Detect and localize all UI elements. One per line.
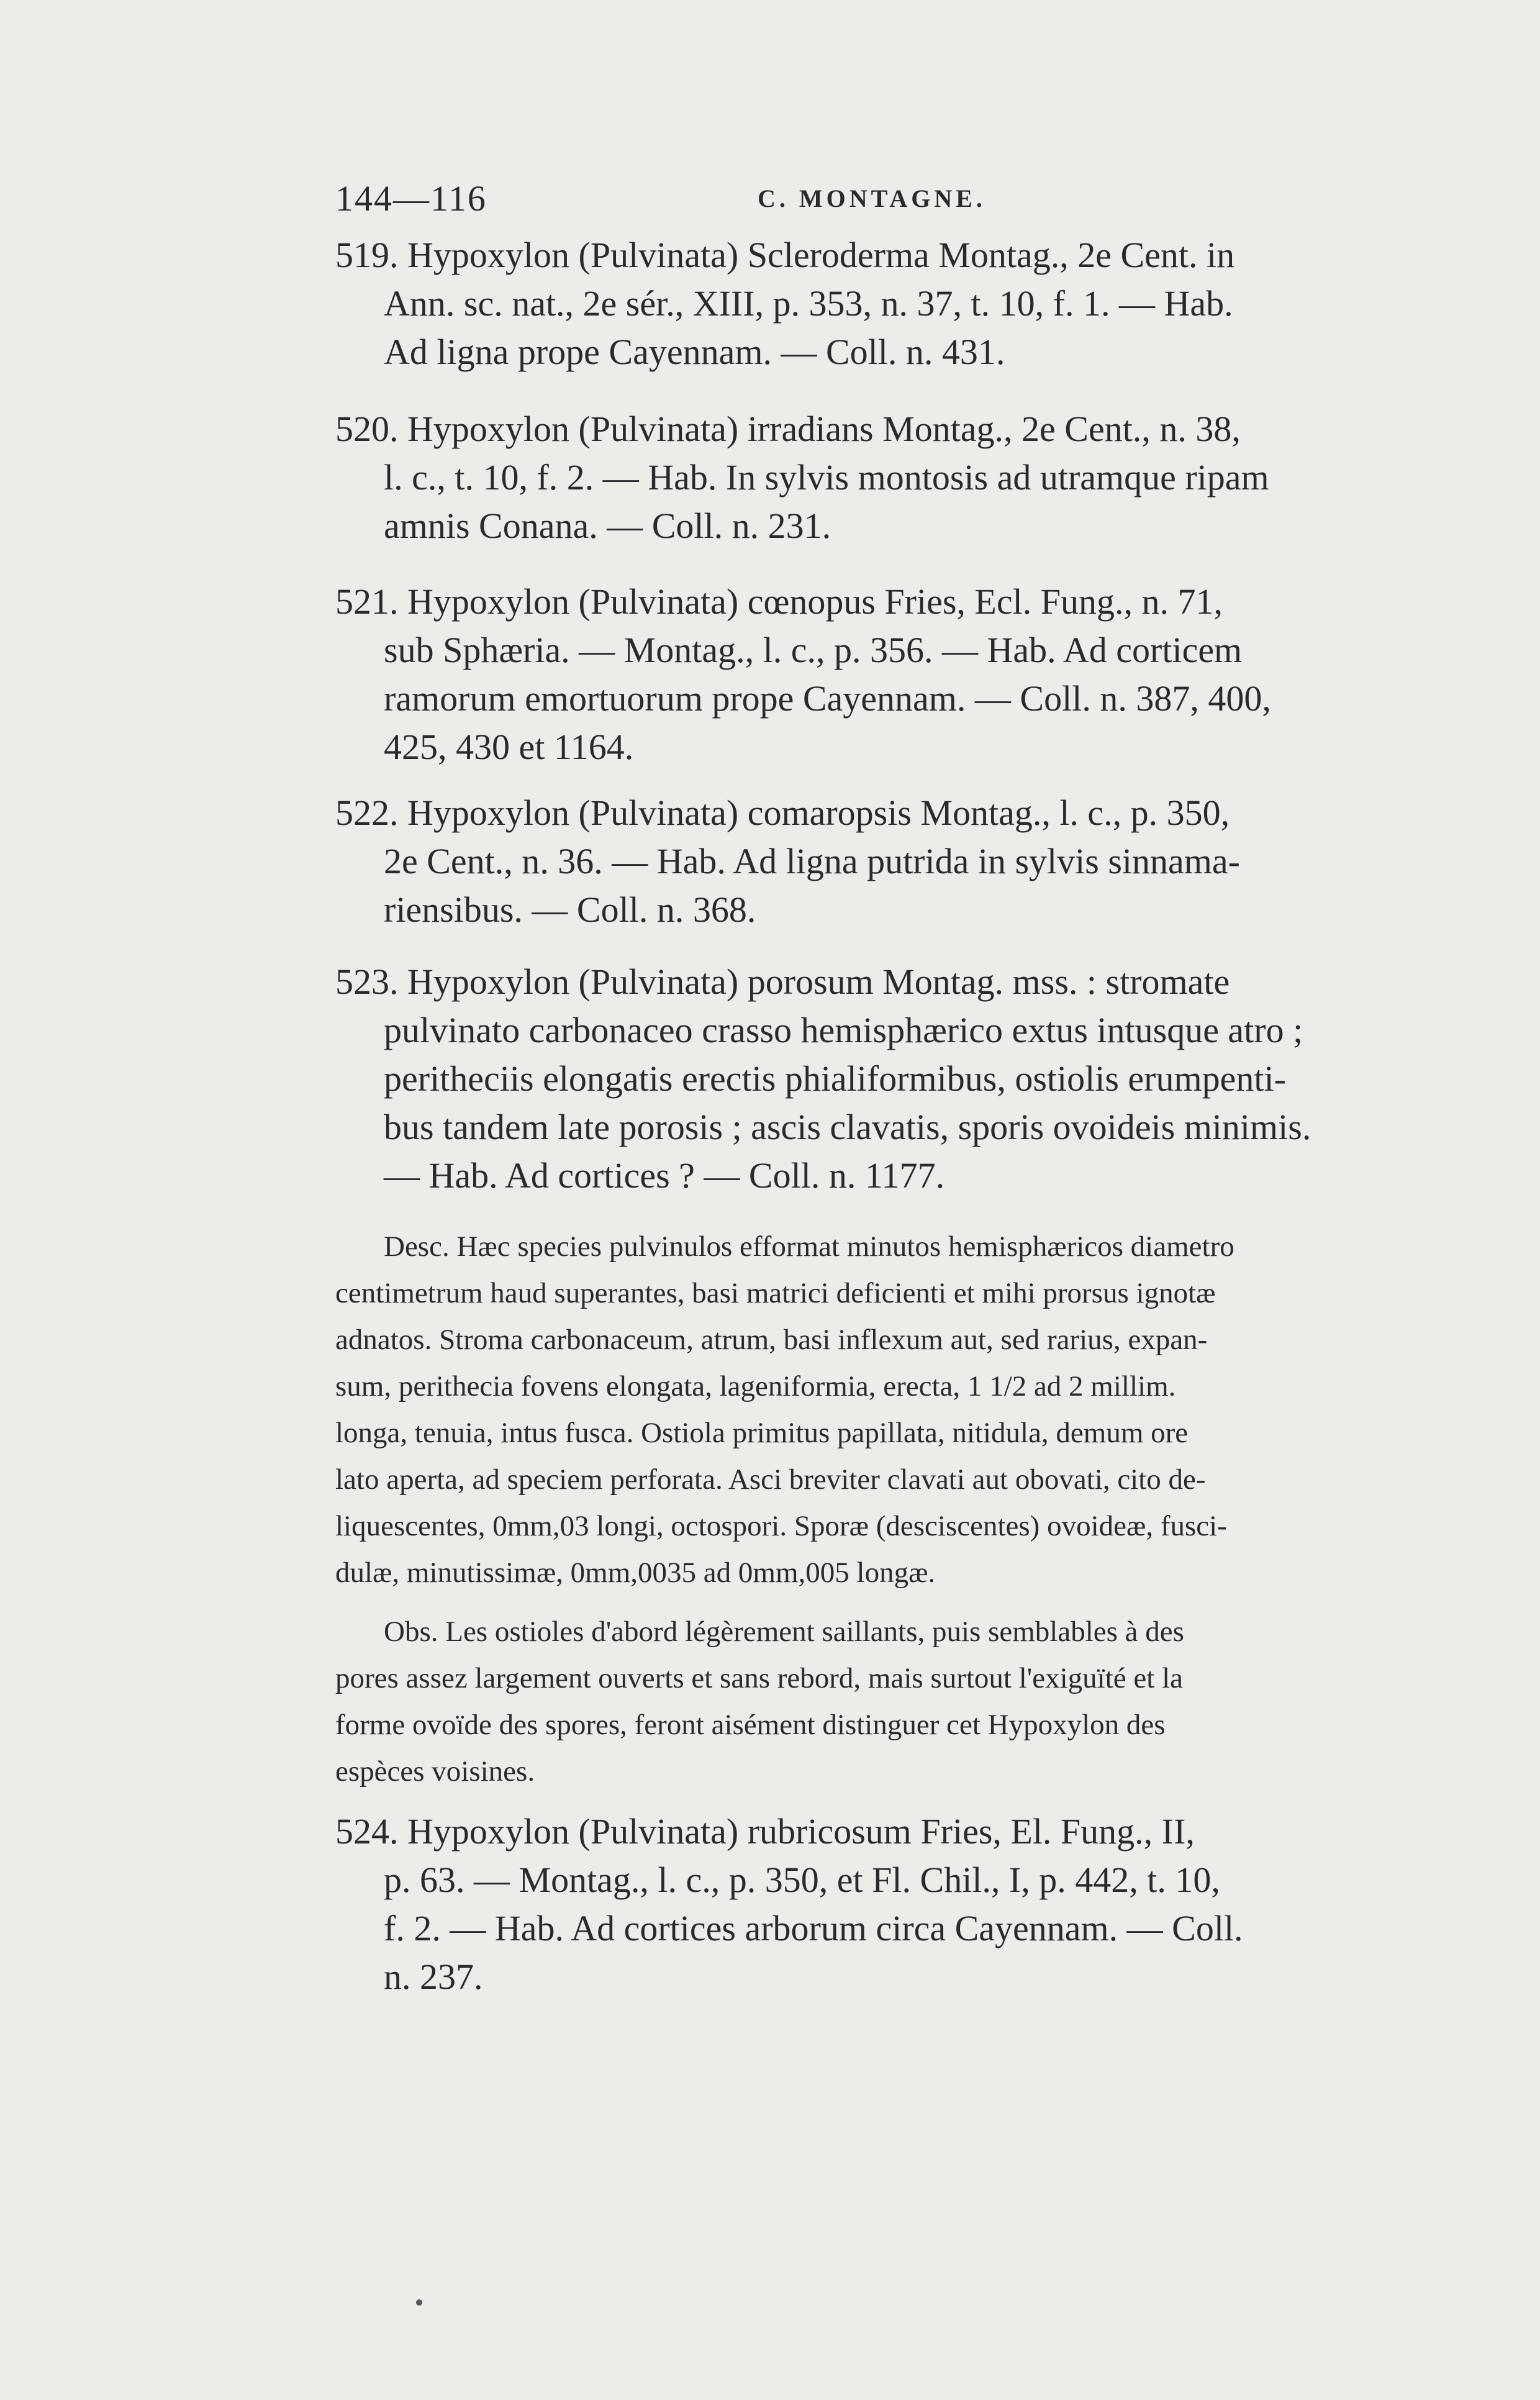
entry-519	[335, 231, 1453, 376]
entry-line: sub Sphæria. — Montag., l. c., p. 356. — Hab. Ad corticem	[384, 630, 1243, 670]
entry-520	[335, 405, 1453, 550]
desc-line: longa, tenuia, intus fusca. Ostiola primitus papillata, nitidula, demum ore	[335, 1417, 1189, 1449]
desc-line: liquescentes, 0mm,03 longi, octospori. Sporæ (desciscentes) ovoideæ, fusci-	[335, 1510, 1227, 1542]
page-header	[335, 178, 1031, 217]
entry-522	[335, 789, 1453, 934]
entry-521	[335, 578, 1453, 771]
entry-line: 425, 430 et 1164.	[384, 727, 634, 767]
entry-line: 520. Hypoxylon (Pulvinata) irradians Montag., 2e Cent., n. 38,	[335, 409, 1241, 449]
entry-line: l. c., t. 10, f. 2. — Hab. In sylvis montosis ad utramque ripam	[384, 457, 1269, 498]
entry-line: 522. Hypoxylon (Pulvinata) comaropsis Montag., l. c., p. 350,	[335, 793, 1230, 833]
page-number: 144—116	[335, 178, 487, 219]
entry-line: bus tandem late porosis ; ascis clavatis, sporis ovoideis minimis.	[384, 1107, 1311, 1147]
desc-line: dulæ, minutissimæ, 0mm,0035 ad 0mm,005 longæ.	[335, 1557, 936, 1589]
running-head: C. MONTAGNE.	[758, 184, 986, 212]
entry-line: n. 237.	[384, 1957, 483, 1997]
observation-paragraph	[335, 1609, 1453, 1795]
entry-524	[335, 1807, 1453, 2001]
desc-line: Desc. Hæc species pulvinulos efformat minutos hemisphæricos diametro	[384, 1230, 1234, 1263]
entry-line: f. 2. — Hab. Ad cortices arborum circa Cayennam. — Coll.	[384, 1908, 1243, 1948]
desc-line: adnatos. Stroma carbonaceum, atrum, basi inflexum aut, sed rarius, expan-	[335, 1324, 1208, 1356]
obs-line: Obs. Les ostioles d'abord légèrement saillants, puis semblables à des	[384, 1616, 1184, 1648]
obs-line: forme ovoïde des spores, feront aisément distinguer cet Hypoxylon des	[335, 1709, 1166, 1741]
entry-523	[335, 958, 1453, 1200]
desc-line: sum, perithecia fovens elongata, lageniformia, erecta, 1 1/2 ad 2 millim.	[335, 1370, 1176, 1402]
entry-line: Ann. sc. nat., 2e sér., XIII, p. 353, n. 37, t. 10, f. 1. — Hab.	[384, 283, 1233, 324]
entry-line: p. 63. — Montag., l. c., p. 350, et Fl. Chil., I, p. 442, t. 10,	[384, 1860, 1220, 1900]
entry-line: 519. Hypoxylon (Pulvinata) Scleroderma Montag., 2e Cent. in	[335, 235, 1235, 275]
entry-line: 2e Cent., n. 36. — Hab. Ad ligna putrida in sylvis sinnama-	[384, 841, 1240, 881]
entry-line: 523. Hypoxylon (Pulvinata) porosum Montag. mss. : stromate	[335, 961, 1230, 1002]
obs-line: espèces voisines.	[335, 1755, 535, 1788]
entry-line: peritheciis elongatis erectis phialiformibus, ostiolis erumpenti-	[384, 1058, 1286, 1099]
entry-line: ramorum emortuorum prope Cayennam. — Coll. n. 387, 400,	[384, 678, 1271, 719]
entry-line: riensibus. — Coll. n. 368.	[384, 889, 756, 930]
ink-speck	[416, 2299, 422, 2306]
entry-line: pulvinato carbonaceo crasso hemisphærico extus intusque atro ;	[384, 1010, 1303, 1050]
entry-line: amnis Conana. — Coll. n. 231.	[384, 506, 831, 546]
entry-line: Ad ligna prope Cayennam. — Coll. n. 431.	[384, 332, 1005, 372]
entry-line: 521. Hypoxylon (Pulvinata) cœnopus Fries, Ecl. Fung., n. 71,	[335, 581, 1223, 622]
obs-line: pores assez largement ouverts et sans rebord, mais surtout l'exiguïté et la	[335, 1662, 1183, 1694]
entry-line: 524. Hypoxylon (Pulvinata) rubricosum Fries, El. Fung., II,	[335, 1811, 1195, 1852]
desc-line: lato aperta, ad speciem perforata. Asci breviter clavati aut obovati, cito de-	[335, 1463, 1206, 1496]
desc-line: centimetrum haud superantes, basi matrici deficienti et mihi prorsus ignotæ	[335, 1277, 1216, 1309]
description-paragraph	[335, 1224, 1453, 1596]
entry-line: — Hab. Ad cortices ? — Coll. n. 1177.	[384, 1155, 945, 1196]
